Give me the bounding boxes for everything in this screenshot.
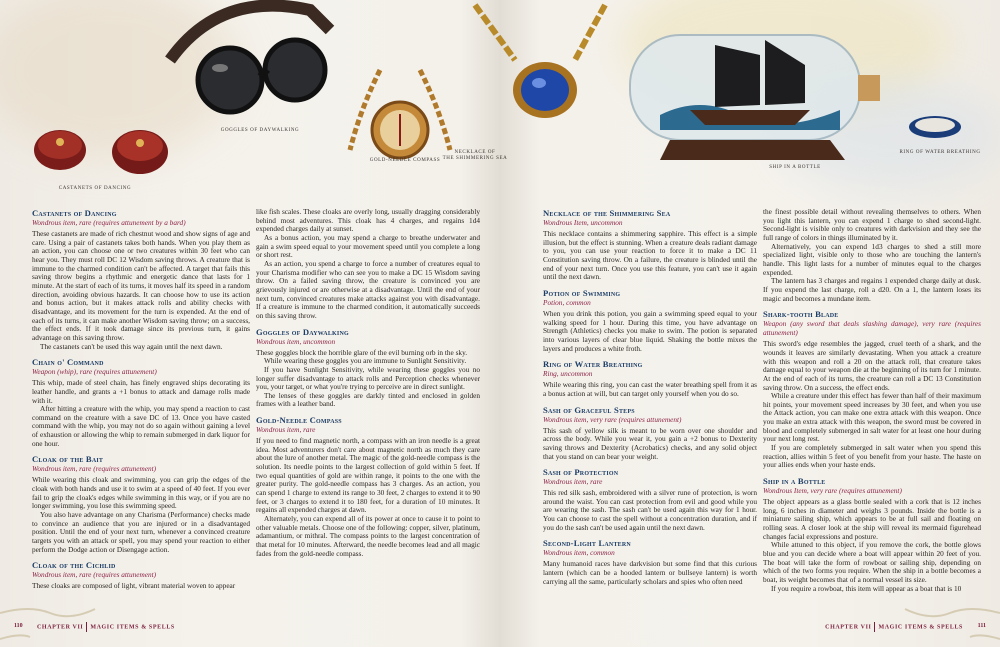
item-paragraph: The lantern has 3 charges and regains 1 expended charge daily at dusk. If you expend the last charge, roll a d20. On a 1, the lantern loses its magic and becomes a mundane item.	[763, 276, 981, 303]
item-paragraph: While wearing this cloak and swimming, you can grip the edges of the cloak with both hands and use it to swim at a speed of 40 feet. If you ever fail to grip the cloak's edges while swimming in this way, or if you are no longer swimming, you lose this swimming speed.	[32, 475, 250, 511]
item-paragraph: The object appears as a glass bottle sealed with a cork that is 12 inches long, 6 inches in diameter and weighs 3 pounds. Inside the bottle is a miniature sailing ship, which appears to be at full sail and floating on rolling seas. A closer look at the ship will reveal its mermaid figurehead changes facial expressions and posture.	[763, 497, 981, 541]
ring-illustration	[905, 112, 965, 142]
item-heading: Cloak of the Bait	[32, 454, 104, 465]
page-number-left: 110	[14, 623, 23, 629]
item-paragraph: This sword's edge resembles the jagged, cruel teeth of a shark, and the wounds it leaves are similarly devastating. When you attack a creature with this weapon and roll a 20 on the attack roll, that creature takes damage equal to your weapon die at the beginning of its turn for 1 minute. At the end of each of its turns, the creature can roll a DC 13 Constitution saving throw. On a success, the effect ends.	[763, 339, 981, 392]
caption-compass: GOLD-NEEDLE COMPASS	[369, 158, 441, 163]
item-heading: Necklace of the Shimmering Sea	[543, 208, 671, 218]
item-heading: Ship in a Bottle	[763, 476, 826, 487]
caption-ship: SHIP IN A BOTTLE	[769, 165, 821, 170]
running-footer-right	[825, 622, 963, 632]
item-paragraph: These cloaks are composed of light, vibrant material woven to appear	[32, 581, 236, 591]
item-paragraph: As an action, you spend a charge to force a number of creatures equal to your Charisma modifier who can see you to make a DC 15 Wisdom saving throw. On a failed saving throw, the creature is convinced you are grievously injured or are otherwise at a disadvantage. Until the end of your next turn, convinced creatures make attacks against you with disadvantage. If a creature is immune to the charmed condition, it automatically succeeds on this saving throw.	[256, 258, 480, 320]
item-paragraph: This necklace contains a shimmering sapphire. This effect is a simple illusion, but the effect is stunning. When a creature deals radiant damage to you, you can use your reaction to force it to make a DC 11 Constitution saving throw. On a failure, the creature is blinded until the end of your next turn. Once you use this feature, you can't use it again until the next dawn.	[543, 229, 757, 282]
item-paragraph: If you require a rowboat, this item will appear as a boat that is 10	[771, 583, 962, 593]
item-subtitle: Wondrous item, rare (requires attunement)	[32, 570, 157, 580]
item-paragraph: This red silk sash, embroidered with a silver rune of protection, is worn around the waist. You can cast protection from evil and good while you are wearing the sash. The sash can't be used again this way for 1 hour. You can choose to cast the spell without a concentration duration, and if you do the sash can't be used again until the next dawn.	[543, 488, 757, 532]
item-paragraph: You also have advantage on any Charisma (Performance) checks made to convince an audience that you are injured or in a disadvantaged position. Until the end of your next turn, whenever a convinced creature targets you with an attack or spell, you may spend your reaction to either perform the Dodge action or Disengage action.	[32, 510, 250, 554]
item-heading: Sash of Graceful Steps	[543, 404, 635, 415]
item-heading: Cloak of the Cichlid	[32, 560, 116, 571]
item-subtitle: Wondrous item, rare	[256, 425, 316, 435]
item-paragraph: While attuned to this object, if you remove the cork, the bottle glows blue and you can decide where a boat will appear within 20 feet of you. The boat will take the form of rowboat or sailing ship, depending on which of the two forms you require. When the ship in a bottle becomes a boat, its weight becomes that of a normal vessel its size.	[763, 540, 981, 584]
item-heading: Shark-tooth Blade	[763, 309, 839, 320]
item-paragraph: These castanets are made of rich chestnut wood and show signs of age and care. Using a pair of castanets takes both hands. When you play them as an action, you can choose one or two creatures within 30 feet who can hear you. They must roll DC 12 Wisdom saving throws. A creature that is immune to the charmed condition can't be affected. A target that fails this saving throw begins a rhythmic and energetic dance that lasts for 1 minute. At the start of each of its turns, it moves half its speed in a random direction, avoiding obvious hazards. It can choose how to use its action and bonus action, but it makes attack rolls and ability checks with disadvantage, and its movement for the turn is expended. At the end of each of its turns, it can make another Wisdom saving throw; on a success, the effect ends. If it took damage since its previous turn, it gains advantage on this saving throw.	[32, 229, 250, 342]
text-column-1	[32, 208, 250, 591]
running-footer-left	[37, 622, 175, 632]
item-paragraph: the finest possible detail without revealing themselves to others. When you light this lantern, you can expend 1 charge to shed second-light. Second-light is visible only to creatures with darkvision and they see the full range of colors in things illuminated by it.	[763, 207, 981, 242]
item-paragraph: When you drink this potion, you gain a swimming speed equal to your walking speed for 1 hour. During this time, you have advantage on Strength (Athletics) checks you make to swim. The potion is separated into various layers of clear blue liquid. Shaking the bottle mixes the layers and produces a white froth.	[543, 308, 757, 353]
item-subtitle: Weapon (whip), rare (requires attunement)	[32, 367, 157, 377]
item-heading: Chain o' Command	[32, 357, 104, 368]
text-column-4	[763, 208, 981, 593]
item-heading: Gold-Needle Compass	[256, 415, 342, 426]
item-paragraph: Alternately, you can expend all of its power at once to cause it to point to other valuable metals. Choose one of the following: copper, silver, platinum, adamantium, or mithral. The compass points to the largest concentration of that metal for 10 minutes. Afterward, the needle becomes lead and all magic fades from the gold-needle compass.	[256, 514, 480, 558]
item-heading: Second-Light Lantern	[543, 538, 631, 549]
caption-necklace-line2: THE SHIMMERING SEA	[442, 156, 508, 161]
footer-divider	[874, 622, 875, 632]
item-paragraph: If you are completely submerged in salt water when you spend this reaction, allies within 5 feet of you benefit from your haste. The haste on your allies ends when your haste ends.	[763, 443, 981, 470]
item-paragraph: While wearing this ring, you can cast the water breathing spell from it as a bonus action at will, but can target only yourself when you do so.	[543, 380, 757, 398]
item-subtitle: Wondrous item, rare (requires attunement)	[32, 464, 157, 474]
caption-necklace-line1: NECKLACE OF	[454, 150, 496, 155]
item-paragraph: Many humanoid races have darkvision but some find that this curious lantern (which can be a hooded lantern or bullseye lantern) is worth carrying all the same, particularly scholars and spies who often need	[543, 559, 757, 586]
item-heading: Sash of Protection	[543, 467, 619, 478]
item-subtitle: Potion, common	[543, 297, 591, 307]
item-paragraph: like fish scales. These cloaks are overly long, usually dragging considerably behind most adventures. This cloak has 4 charges, and regains 1d4 expended charges daily at sunset.	[256, 207, 480, 234]
item-subtitle: Wondrous item, uncommon	[256, 336, 336, 346]
item-subtitle: Wondrous Item, uncommon	[543, 218, 623, 227]
item-paragraph: The lenses of these goggles are darkly tinted and enclosed in golden frames with a leather band.	[256, 390, 480, 409]
item-subtitle: Wondrous item, common	[543, 548, 615, 558]
text-column-2	[256, 208, 480, 558]
text-column-3	[543, 208, 757, 586]
castanets-illustration	[20, 110, 180, 185]
item-heading: Ring of Water Breathing	[543, 359, 643, 370]
item-paragraph: While a creature under this effect has fewer than half of their maximum hit points, your movement speed increases by 30 feet, and when you use the Attack action, you can make one extra attack with this weapon. Once you make an extra attack with this weapon, the sword must be covered in blood and completely submerged in salt water for at least one hour during your next long rest.	[763, 391, 981, 444]
item-heading: Potion of Swimming	[543, 287, 621, 298]
caption-necklace	[435, 150, 515, 162]
item-paragraph: After hitting a creature with the whip, you may spend a reaction to cast command on the creature with a save DC of 13. Once you have casted command with the whip, you may not do so again without gaining a level of exhaustion or allowing the whip to remain submerged in dark liquor for one hour.	[32, 404, 250, 448]
caption-ring: RING OF WATER BREATHING	[899, 150, 981, 155]
ship-in-bottle-illustration	[620, 15, 890, 165]
page-number-right: 111	[977, 623, 986, 629]
item-heading: Castanets of Dancing	[32, 208, 117, 218]
necklace-illustration	[455, 0, 625, 140]
item-paragraph: This whip, made of steel chain, has finely engraved ships decorating its leather handle, and grants a +1 bonus to attack and damage rolls made with it.	[32, 378, 250, 405]
item-paragraph: If you need to find magnetic north, a compass with an iron needle is a great idea. Most adventurers don't care about magnetic north as much they care about the lure of another metal. The magic of the gold-needle compass is the solution. Its needle points to the largest collection of gold within 5 feet. If two equal quantities of gold are within range, it points to the one with the greater purity. The gold-needle compass has 3 charges. As an action, you can spend 1 charge to extend its range to 30 feet, 2 charges to extend it to 90 feet, or 3 charges to extend it to 180 feet, for a duration of 10 minutes. It regains all expended charges at dawn.	[256, 436, 480, 515]
item-heading: Goggles of Daywalking	[256, 326, 349, 337]
item-paragraph: Alternatively, you can expend 1d3 charges to shed a still more specialized light, visible only to those who are touching the lantern's handle. This light lasts for a number of minutes equal to the charges expended.	[763, 241, 981, 277]
footer-section: MAGIC ITEMS & SPELLS	[90, 624, 175, 631]
item-paragraph: The castanets can't be used this way again until the next dawn.	[40, 341, 223, 351]
caption-goggles: GOGGLES OF DAYWALKING	[220, 128, 300, 133]
item-paragraph: If you have Sunlight Sensitivity, while wearing these goggles you no longer suffer disadvantage to attack rolls and Perception checks whenever you, your target, or what you're trying to perceive are in direct sunlight.	[256, 364, 480, 392]
footer-section: MAGIC ITEMS & SPELLS	[878, 624, 963, 631]
item-subtitle: Wondrous item, very rare (requires attunement)	[543, 414, 682, 424]
footer-divider	[86, 622, 87, 632]
item-paragraph: This sash of yellow silk is meant to be worn over one shoulder and across the body. While you wear it, you gain a +2 bonus to Dexterity saving throws and Dexterity (Acrobatics) checks, and any solid object that you stand on can bear your weight.	[543, 425, 757, 461]
item-paragraph: While wearing these goggles you are immune to Sunlight Sensitivity.	[264, 356, 467, 366]
item-subtitle: Wondrous item, rare (requires attunement by a bard)	[32, 218, 186, 227]
item-subtitle: Weapon (any sword that deals slashing damage), very rare (requires attunement)	[763, 319, 981, 338]
footer-chapter: CHAPTER VII	[37, 624, 84, 631]
item-paragraph: These goggles block the horrible glare of the evil burning orb in the sky.	[256, 347, 468, 357]
item-paragraph: As a bonus action, you may spend a charge to breathe underwater and gain a swim speed equal to your movement speed until you complete a long or short rest.	[256, 232, 480, 260]
item-subtitle: Wondrous item, rare	[543, 477, 603, 487]
goggles-illustration	[160, 0, 340, 125]
item-subtitle: Wondrous Item, very rare (requires attunement)	[763, 486, 902, 496]
caption-castanets: CASTANETS OF DANCING	[58, 186, 132, 191]
compass-illustration	[340, 50, 460, 160]
footer-chapter: CHAPTER VII	[825, 624, 872, 631]
item-subtitle: Ring, uncommon	[543, 369, 593, 379]
